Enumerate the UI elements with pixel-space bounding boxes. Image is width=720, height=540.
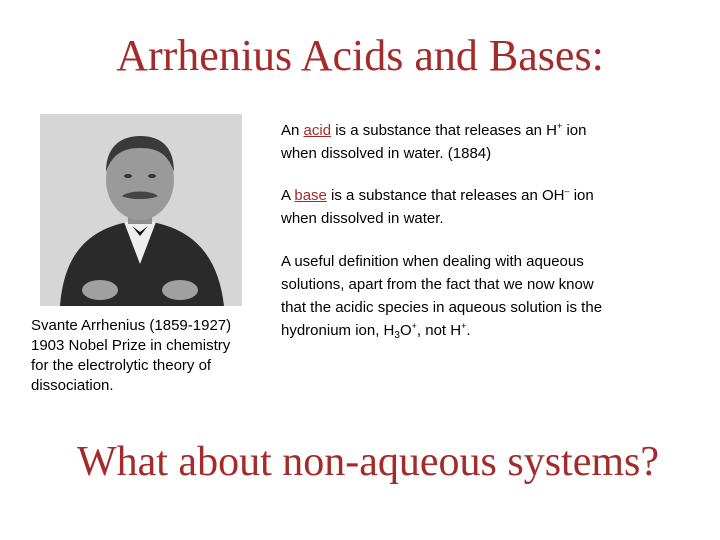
caption-line: Svante Arrhenius (1859-1927) bbox=[31, 317, 232, 334]
portrait-photo-icon bbox=[40, 114, 242, 306]
aqueous-note bbox=[281, 250, 661, 342]
closing-question: What about non-aqueous systems? bbox=[76, 439, 660, 485]
acid-line-1: An acid is a substance that releases an H+ ion bbox=[281, 121, 587, 139]
acid-line-2: when dissolved in water. (1884) bbox=[281, 145, 492, 162]
portrait-photo bbox=[40, 114, 242, 306]
portrait-caption bbox=[31, 316, 261, 396]
note-line: hydronium ion, $H_3O^+$, not H+. bbox=[281, 321, 471, 341]
base-term: base bbox=[294, 187, 327, 204]
base-definition bbox=[281, 184, 661, 230]
caption-line: dissociation. bbox=[31, 377, 114, 394]
note-line: A useful definition when dealing with aqueous bbox=[281, 253, 584, 270]
acid-definition bbox=[281, 119, 661, 165]
slide-title: Arrhenius Acids and Bases: bbox=[116, 31, 604, 80]
caption-line: 1903 Nobel Prize in chemistry bbox=[31, 337, 231, 354]
base-line-2: when dissolved in water. bbox=[281, 210, 444, 227]
caption-line: for the electrolytic theory of bbox=[31, 357, 212, 374]
base-line-1: A base is a substance that releases an OH– ion bbox=[281, 186, 594, 204]
acid-term: acid bbox=[303, 122, 332, 139]
note-line: solutions, apart from the fact that we now know bbox=[281, 276, 594, 293]
note-line: that the acidic species in aqueous solution is the bbox=[281, 299, 603, 316]
